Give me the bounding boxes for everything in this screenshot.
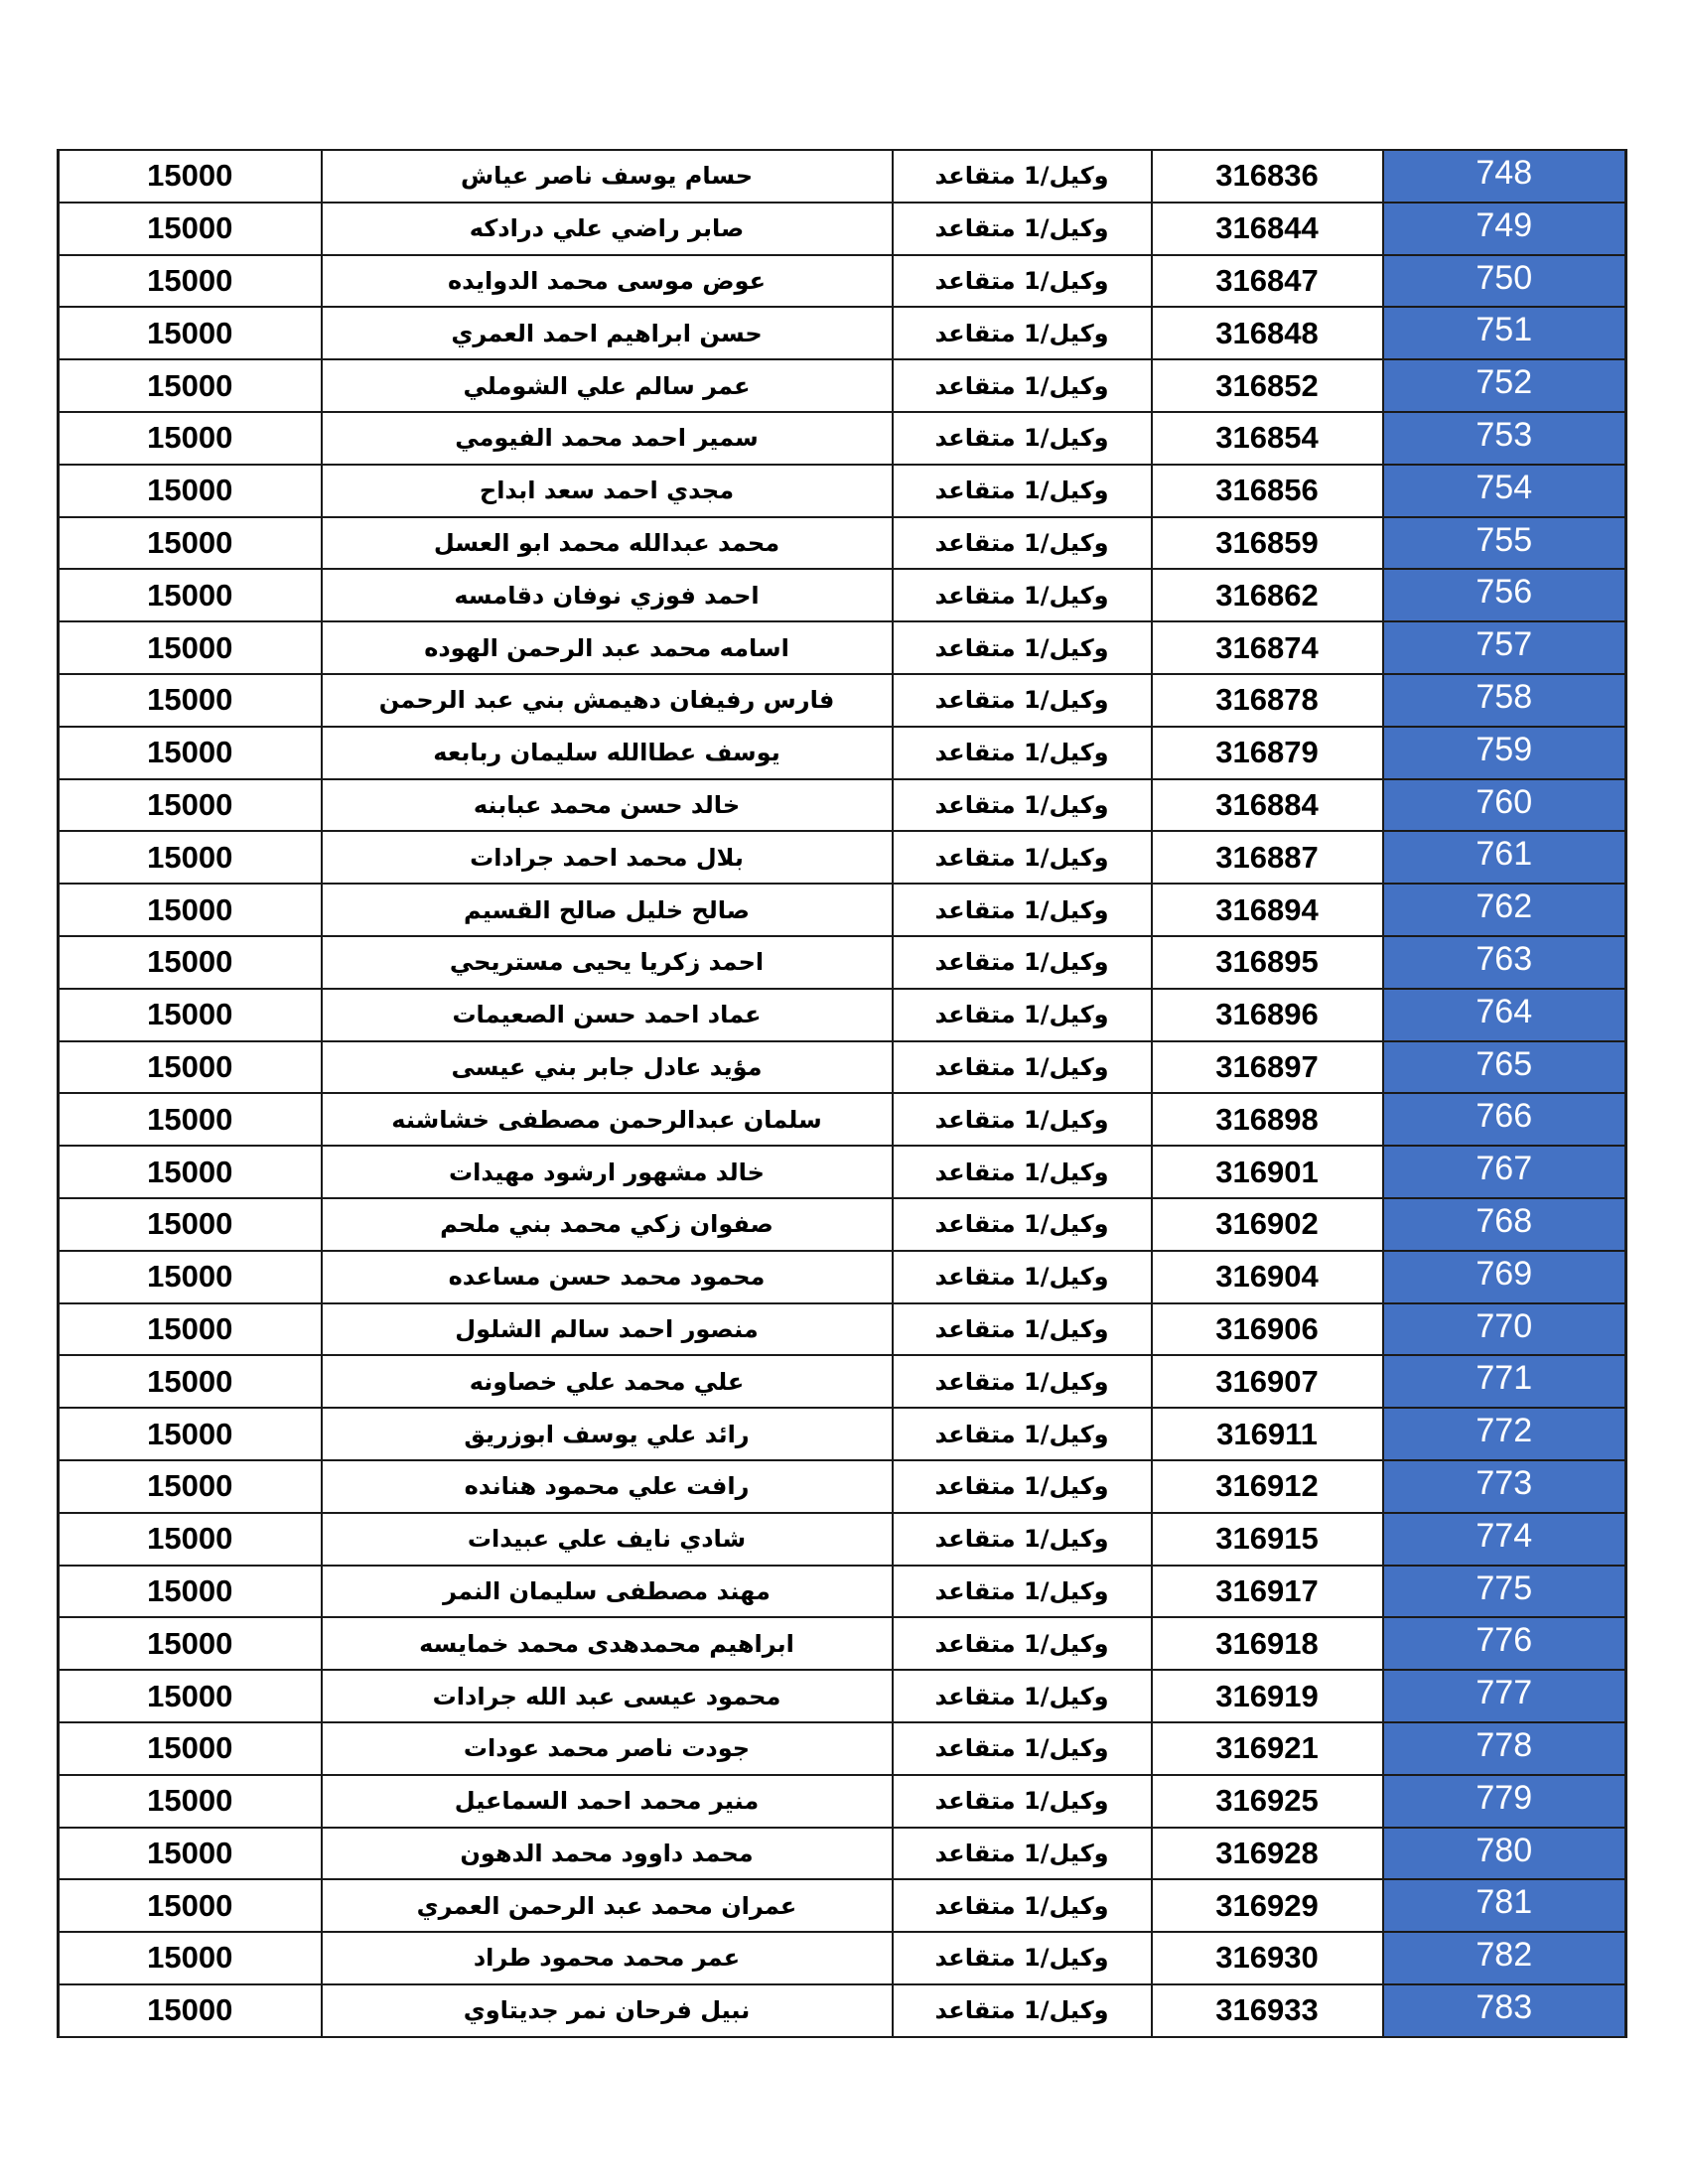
rank-cell: وكيل/1 متقاعد: [893, 936, 1152, 989]
employee-id-cell: 316911: [1152, 1408, 1383, 1460]
serial-number-cell: 759: [1383, 727, 1626, 779]
table-row: [59, 517, 1626, 570]
employee-id-cell: 316930: [1152, 1932, 1383, 1984]
rank-cell: وكيل/1 متقاعد: [893, 255, 1152, 308]
serial-number-cell: 776: [1383, 1617, 1626, 1670]
name-cell: محمد عبدالله محمد ابو العسل: [322, 517, 893, 570]
name-cell: حسن ابراهيم احمد العمري: [322, 307, 893, 359]
name-cell: رافت علي محمود هنانده: [322, 1460, 893, 1513]
amount-cell: 15000: [59, 1041, 322, 1094]
amount-cell: 15000: [59, 1251, 322, 1303]
rank-cell: وكيل/1 متقاعد: [893, 1617, 1152, 1670]
amount-cell: 15000: [59, 1303, 322, 1356]
serial-number-cell: 756: [1383, 569, 1626, 621]
name-cell: شادي نايف علي عبيدات: [322, 1513, 893, 1566]
table-row: [59, 727, 1626, 779]
name-cell: سلمان عبدالرحمن مصطفى خشاشنه: [322, 1093, 893, 1146]
amount-cell: 15000: [59, 884, 322, 936]
employee-id-cell: 316912: [1152, 1460, 1383, 1513]
amount-cell: 15000: [59, 569, 322, 621]
amount-cell: 15000: [59, 621, 322, 674]
rank-cell: وكيل/1 متقاعد: [893, 1775, 1152, 1828]
name-cell: احمد زكريا يحيى مستريحي: [322, 936, 893, 989]
serial-number-cell: 772: [1383, 1408, 1626, 1460]
table-row: [59, 1513, 1626, 1566]
serial-number-cell: 780: [1383, 1828, 1626, 1880]
rank-cell: وكيل/1 متقاعد: [893, 884, 1152, 936]
employee-id-cell: 316902: [1152, 1198, 1383, 1251]
name-cell: اسامه محمد عبد الرحمن الهوده: [322, 621, 893, 674]
amount-cell: 15000: [59, 936, 322, 989]
rank-cell: وكيل/1 متقاعد: [893, 831, 1152, 884]
name-cell: صفوان زكي محمد بني ملحم: [322, 1198, 893, 1251]
table-row: [59, 1251, 1626, 1303]
table-body: [59, 150, 1626, 2037]
rank-cell: وكيل/1 متقاعد: [893, 517, 1152, 570]
employee-id-cell: 316844: [1152, 203, 1383, 255]
rank-cell: وكيل/1 متقاعد: [893, 1041, 1152, 1094]
amount-cell: 15000: [59, 1198, 322, 1251]
employee-id-cell: 316921: [1152, 1722, 1383, 1775]
serial-number-cell: 751: [1383, 307, 1626, 359]
serial-number-cell: 753: [1383, 412, 1626, 465]
rank-cell: وكيل/1 متقاعد: [893, 412, 1152, 465]
employee-id-cell: 316907: [1152, 1355, 1383, 1408]
amount-cell: 15000: [59, 1775, 322, 1828]
serial-number-cell: 768: [1383, 1198, 1626, 1251]
serial-number-cell: 769: [1383, 1251, 1626, 1303]
rank-cell: وكيل/1 متقاعد: [893, 307, 1152, 359]
rank-cell: وكيل/1 متقاعد: [893, 1146, 1152, 1198]
table-row: [59, 1775, 1626, 1828]
rank-cell: وكيل/1 متقاعد: [893, 1093, 1152, 1146]
name-cell: ابراهيم محمدهدى محمد خمايسه: [322, 1617, 893, 1670]
employee-id-cell: 316887: [1152, 831, 1383, 884]
rank-cell: وكيل/1 متقاعد: [893, 203, 1152, 255]
amount-cell: 15000: [59, 203, 322, 255]
employee-id-cell: 316919: [1152, 1670, 1383, 1722]
employee-id-cell: 316925: [1152, 1775, 1383, 1828]
table-row: [59, 884, 1626, 936]
table-row: [59, 936, 1626, 989]
table-row: [59, 1932, 1626, 1984]
amount-cell: 15000: [59, 1513, 322, 1566]
amount-cell: 15000: [59, 517, 322, 570]
employee-id-cell: 316917: [1152, 1566, 1383, 1618]
table-row: [59, 1984, 1626, 2037]
name-cell: منير محمد احمد السماعيل: [322, 1775, 893, 1828]
beneficiaries-table: [57, 149, 1627, 2038]
serial-number-cell: 773: [1383, 1460, 1626, 1513]
rank-cell: وكيل/1 متقاعد: [893, 1198, 1152, 1251]
serial-number-cell: 770: [1383, 1303, 1626, 1356]
name-cell: منصور احمد سالم الشلول: [322, 1303, 893, 1356]
name-cell: مؤيد عادل جابر بني عيسى: [322, 1041, 893, 1094]
employee-id-cell: 316897: [1152, 1041, 1383, 1094]
name-cell: عوض موسى محمد الدوايده: [322, 255, 893, 308]
serial-number-cell: 775: [1383, 1566, 1626, 1618]
employee-id-cell: 316836: [1152, 150, 1383, 203]
rank-cell: وكيل/1 متقاعد: [893, 1355, 1152, 1408]
name-cell: خالد حسن محمد عبابنه: [322, 779, 893, 832]
serial-number-cell: 748: [1383, 150, 1626, 203]
table-row: [59, 1617, 1626, 1670]
table-row: [59, 779, 1626, 832]
table-row: [59, 831, 1626, 884]
amount-cell: 15000: [59, 255, 322, 308]
serial-number-cell: 766: [1383, 1093, 1626, 1146]
table-row: [59, 1198, 1626, 1251]
amount-cell: 15000: [59, 1670, 322, 1722]
name-cell: محمود عيسى عبد الله جرادات: [322, 1670, 893, 1722]
rank-cell: وكيل/1 متقاعد: [893, 1408, 1152, 1460]
table-row: [59, 1566, 1626, 1618]
table-row: [59, 989, 1626, 1041]
table-row: [59, 307, 1626, 359]
rank-cell: وكيل/1 متقاعد: [893, 1670, 1152, 1722]
name-cell: خالد مشهور ارشود مهيدات: [322, 1146, 893, 1198]
name-cell: حسام يوسف ناصر عياش: [322, 150, 893, 203]
name-cell: سمير احمد محمد الفيومي: [322, 412, 893, 465]
rank-cell: وكيل/1 متقاعد: [893, 465, 1152, 517]
employee-id-cell: 316896: [1152, 989, 1383, 1041]
amount-cell: 15000: [59, 465, 322, 517]
amount-cell: 15000: [59, 359, 322, 412]
employee-id-cell: 316874: [1152, 621, 1383, 674]
table-row: [59, 1670, 1626, 1722]
name-cell: عمران محمد عبد الرحمن العمري: [322, 1879, 893, 1932]
serial-number-cell: 750: [1383, 255, 1626, 308]
table-row: [59, 255, 1626, 308]
amount-cell: 15000: [59, 412, 322, 465]
employee-id-cell: 316847: [1152, 255, 1383, 308]
rank-cell: وكيل/1 متقاعد: [893, 150, 1152, 203]
employee-id-cell: 316898: [1152, 1093, 1383, 1146]
amount-cell: 15000: [59, 150, 322, 203]
name-cell: محمد داوود محمد الدهون: [322, 1828, 893, 1880]
serial-number-cell: 749: [1383, 203, 1626, 255]
name-cell: جودت ناصر محمد عودات: [322, 1722, 893, 1775]
serial-number-cell: 765: [1383, 1041, 1626, 1094]
amount-cell: 15000: [59, 989, 322, 1041]
amount-cell: 15000: [59, 1828, 322, 1880]
employee-id-cell: 316848: [1152, 307, 1383, 359]
table-row: [59, 150, 1626, 203]
employee-id-cell: 316854: [1152, 412, 1383, 465]
rank-cell: وكيل/1 متقاعد: [893, 674, 1152, 727]
amount-cell: 15000: [59, 1146, 322, 1198]
rank-cell: وكيل/1 متقاعد: [893, 1513, 1152, 1566]
amount-cell: 15000: [59, 779, 322, 832]
name-cell: محمود محمد حسن مساعده: [322, 1251, 893, 1303]
amount-cell: 15000: [59, 1879, 322, 1932]
table-row: [59, 203, 1626, 255]
employee-id-cell: 316906: [1152, 1303, 1383, 1356]
table-row: [59, 1879, 1626, 1932]
serial-number-cell: 782: [1383, 1932, 1626, 1984]
table-row: [59, 1722, 1626, 1775]
employee-id-cell: 316856: [1152, 465, 1383, 517]
name-cell: عمر سالم علي الشوملي: [322, 359, 893, 412]
rank-cell: وكيل/1 متقاعد: [893, 1566, 1152, 1618]
serial-number-cell: 764: [1383, 989, 1626, 1041]
amount-cell: 15000: [59, 1932, 322, 1984]
rank-cell: وكيل/1 متقاعد: [893, 621, 1152, 674]
name-cell: عماد احمد حسن الصعيمات: [322, 989, 893, 1041]
rank-cell: وكيل/1 متقاعد: [893, 1251, 1152, 1303]
name-cell: بلال محمد احمد جرادات: [322, 831, 893, 884]
employee-id-cell: 316929: [1152, 1879, 1383, 1932]
name-cell: مجدي احمد سعد ابداح: [322, 465, 893, 517]
employee-id-cell: 316901: [1152, 1146, 1383, 1198]
table-row: [59, 1828, 1626, 1880]
serial-number-cell: 763: [1383, 936, 1626, 989]
table-row: [59, 1355, 1626, 1408]
rank-cell: وكيل/1 متقاعد: [893, 1722, 1152, 1775]
employee-id-cell: 316852: [1152, 359, 1383, 412]
serial-number-cell: 761: [1383, 831, 1626, 884]
employee-id-cell: 316928: [1152, 1828, 1383, 1880]
rank-cell: وكيل/1 متقاعد: [893, 1932, 1152, 1984]
employee-id-cell: 316904: [1152, 1251, 1383, 1303]
table-row: [59, 1460, 1626, 1513]
employee-id-cell: 316895: [1152, 936, 1383, 989]
employee-id-cell: 316915: [1152, 1513, 1383, 1566]
table-row: [59, 569, 1626, 621]
table-row: [59, 1093, 1626, 1146]
serial-number-cell: 781: [1383, 1879, 1626, 1932]
name-cell: نبيل فرحان نمر جديتاوي: [322, 1984, 893, 2037]
name-cell: صالح خليل صالح القسيم: [322, 884, 893, 936]
rank-cell: وكيل/1 متقاعد: [893, 727, 1152, 779]
employee-id-cell: 316894: [1152, 884, 1383, 936]
name-cell: رائد علي يوسف ابوزريق: [322, 1408, 893, 1460]
rank-cell: وكيل/1 متقاعد: [893, 1303, 1152, 1356]
rank-cell: وكيل/1 متقاعد: [893, 359, 1152, 412]
amount-cell: 15000: [59, 727, 322, 779]
name-cell: فارس رفيفان دهيمش بني عبد الرحمن: [322, 674, 893, 727]
serial-number-cell: 783: [1383, 1984, 1626, 2037]
table-row: [59, 674, 1626, 727]
employee-id-cell: 316933: [1152, 1984, 1383, 2037]
serial-number-cell: 779: [1383, 1775, 1626, 1828]
rank-cell: وكيل/1 متقاعد: [893, 569, 1152, 621]
rank-cell: وكيل/1 متقاعد: [893, 1879, 1152, 1932]
amount-cell: 15000: [59, 1617, 322, 1670]
name-cell: مهند مصطفى سليمان النمر: [322, 1566, 893, 1618]
rank-cell: وكيل/1 متقاعد: [893, 1984, 1152, 2037]
amount-cell: 15000: [59, 307, 322, 359]
employee-id-cell: 316918: [1152, 1617, 1383, 1670]
rank-cell: وكيل/1 متقاعد: [893, 1460, 1152, 1513]
serial-number-cell: 778: [1383, 1722, 1626, 1775]
serial-number-cell: 754: [1383, 465, 1626, 517]
table-row: [59, 621, 1626, 674]
name-cell: احمد فوزي نوفان دقامسه: [322, 569, 893, 621]
serial-number-cell: 771: [1383, 1355, 1626, 1408]
serial-number-cell: 762: [1383, 884, 1626, 936]
name-cell: علي محمد علي خصاونه: [322, 1355, 893, 1408]
serial-number-cell: 758: [1383, 674, 1626, 727]
employee-id-cell: 316859: [1152, 517, 1383, 570]
name-cell: صابر راضي علي درادكه: [322, 203, 893, 255]
rank-cell: وكيل/1 متقاعد: [893, 1828, 1152, 1880]
serial-number-cell: 767: [1383, 1146, 1626, 1198]
amount-cell: 15000: [59, 1460, 322, 1513]
amount-cell: 15000: [59, 1093, 322, 1146]
serial-number-cell: 757: [1383, 621, 1626, 674]
employee-id-cell: 316878: [1152, 674, 1383, 727]
amount-cell: 15000: [59, 1984, 322, 2037]
amount-cell: 15000: [59, 831, 322, 884]
name-cell: يوسف عطاالله سليمان ربابعه: [322, 727, 893, 779]
table-row: [59, 359, 1626, 412]
table-row: [59, 1303, 1626, 1356]
amount-cell: 15000: [59, 674, 322, 727]
rank-cell: وكيل/1 متقاعد: [893, 779, 1152, 832]
table-row: [59, 1041, 1626, 1094]
employee-id-cell: 316879: [1152, 727, 1383, 779]
employee-id-cell: 316884: [1152, 779, 1383, 832]
amount-cell: 15000: [59, 1355, 322, 1408]
table-row: [59, 1146, 1626, 1198]
serial-number-cell: 752: [1383, 359, 1626, 412]
amount-cell: 15000: [59, 1566, 322, 1618]
amount-cell: 15000: [59, 1722, 322, 1775]
serial-number-cell: 777: [1383, 1670, 1626, 1722]
table-row: [59, 465, 1626, 517]
serial-number-cell: 774: [1383, 1513, 1626, 1566]
serial-number-cell: 755: [1383, 517, 1626, 570]
employee-id-cell: 316862: [1152, 569, 1383, 621]
table-row: [59, 412, 1626, 465]
amount-cell: 15000: [59, 1408, 322, 1460]
name-cell: عمر محمد محمود طراد: [322, 1932, 893, 1984]
serial-number-cell: 760: [1383, 779, 1626, 832]
rank-cell: وكيل/1 متقاعد: [893, 989, 1152, 1041]
table-row: [59, 1408, 1626, 1460]
